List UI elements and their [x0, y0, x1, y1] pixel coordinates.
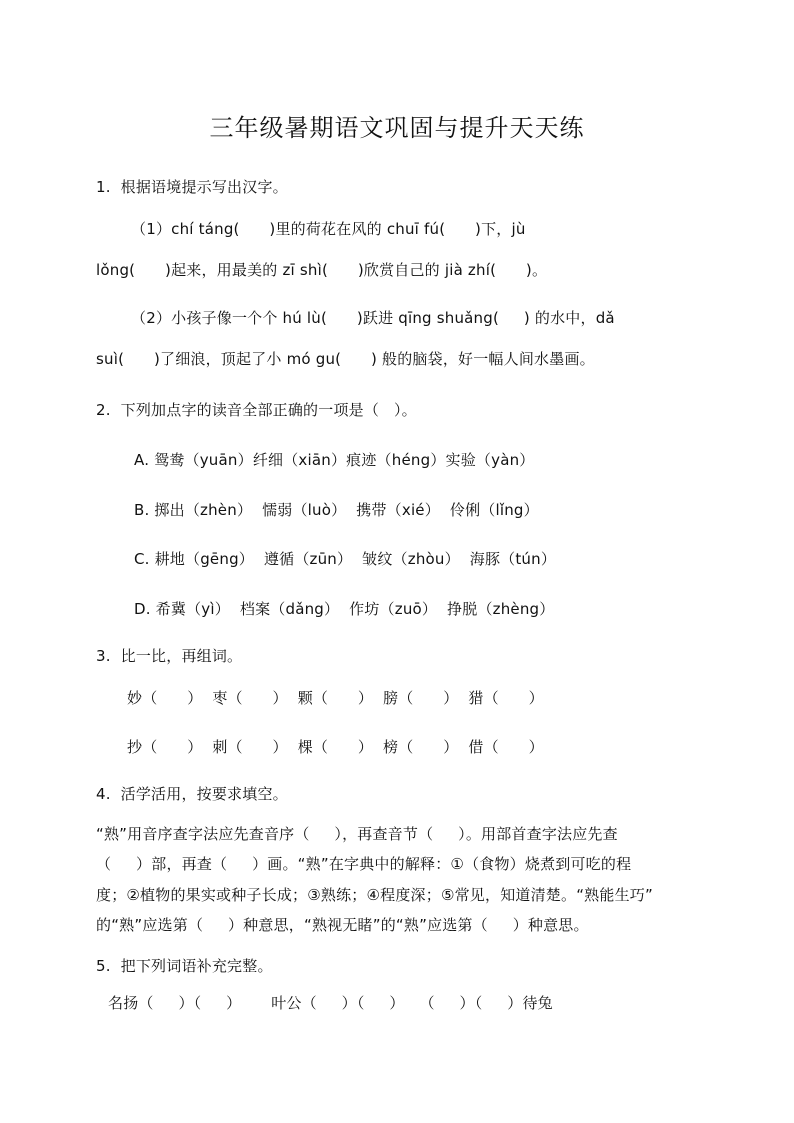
question-1-stem: 1. 根据语境提示写出汉字。	[96, 178, 288, 196]
question-2-stem: 2. 下列加点字的读音全部正确的一项是（ ）。	[96, 401, 417, 419]
question-4-line-1: “熟”用音序查字法应先查音序（ ），再查音节（ ）。用部首查字法应先查	[96, 825, 618, 843]
question-3-row-1: 妙（ ） 枣（ ） 颗（ ） 膀（ ） 猎（ ）	[127, 689, 544, 707]
page-title: 三年级暑期语文巩固与提升天天练	[209, 114, 585, 142]
question-1-passage-1-line-2: lǒng( )起来，用最美的 zī shì( )欣赏自己的 jià zhí( )。	[96, 261, 548, 279]
question-4-line-2: （ ）部，再查（ ）画。“熟”在字典中的解释：①（食物）烧煮到可吃的程	[96, 855, 632, 873]
question-5-row-1: 名扬（ ）（ ） 叶公（ ）（ ） （ ）（ ）待兔	[108, 994, 553, 1012]
question-1-passage-2-line-1: （2）小孩子像一个个 hú lù( )跃进 qīng shuǎng( ) 的水中，dǎ	[131, 309, 615, 327]
question-4-stem: 4. 活学活用，按要求填空。	[96, 785, 288, 803]
question-2-option-d: D. 希冀（yì） 档案（dǎng） 作坊（zuō） 挣脱（zhèng）	[134, 600, 555, 618]
question-2-option-a: A. 鸳鸯（yuān）纤细（xiān）痕迹（héng）实验（yàn）	[134, 451, 535, 469]
question-1-passage-2-line-2: suì( )了细浪，顶起了小 mó gu( ) 般的脑袋，好一幅人间水墨画。	[96, 350, 595, 368]
question-3-row-2: 抄（ ） 刺（ ） 棵（ ） 榜（ ） 借（ ）	[127, 738, 544, 756]
question-4-line-4: 的“熟”应选第（ ）种意思，“熟视无睹”的“熟”应选第（ ）种意思。	[96, 916, 589, 934]
question-2-option-c: C. 耕地（gēng） 遵循（zūn） 皱纹（zhòu） 海豚（tún）	[134, 550, 557, 568]
question-5-stem: 5. 把下列词语补充完整。	[96, 957, 273, 975]
question-4-line-3: 度；②植物的果实或种子长成；③熟练；④程度深；⑤常见，知道清楚。“熟能生巧”	[96, 886, 653, 904]
question-3-stem: 3. 比一比，再组词。	[96, 647, 243, 665]
question-1-passage-1-line-1: （1）chí táng( )里的荷花在风的 chuī fú( )下，jù	[131, 220, 526, 238]
question-2-option-b: B. 掷出（zhèn） 懦弱（luò） 携带（xié） 伶俐（lǐng）	[134, 501, 539, 519]
